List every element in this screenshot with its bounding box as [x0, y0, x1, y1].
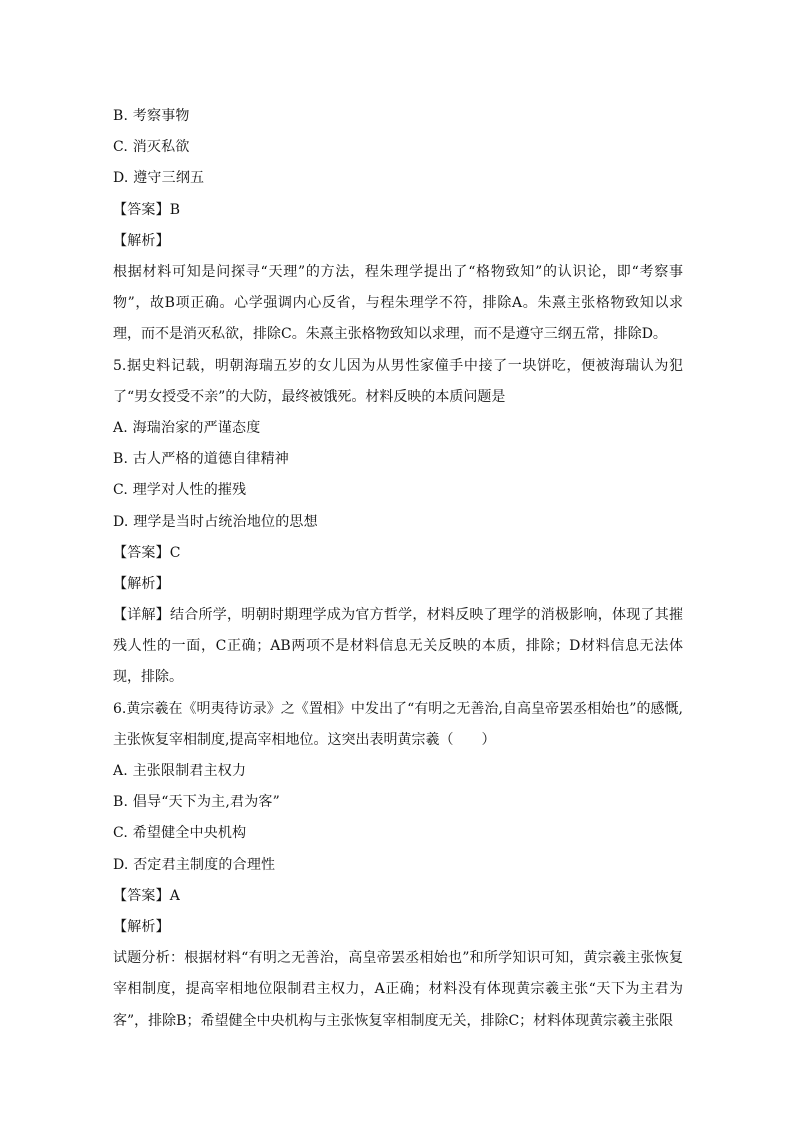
q5-analysis-text: 【详解】结合所学，明朝时期理学成为官方哲学，材料反映了理学的消极影响，体现了其摧残人性的一面，C正确；AB两项不是材料信息无关反映的本质，排除；D材料信息无法体现，排除。 [113, 607, 683, 686]
q5-option-d: D. 理学是当时占统治地位的思想 [113, 513, 318, 530]
q4-option-b: B. 考察事物 [113, 108, 190, 124]
q5-analysis-label: 【解析】 [113, 575, 170, 592]
q6-option-a: A. 主张限制君主权力 [113, 763, 247, 780]
q6-analysis-text: 试题分析：根据材料“有明之无善治，高皇帝罢丞相始也”和所学知识可知，黄宗羲主张恢复宰相制度，提高宰相地位限制君主权力，A正确；材料没有体现黄宗羲主张“天下为主君为客”，排除B；希望健全中央机构与主张恢复宰相制度无关，排除C；材料体现黄宗羲主张限 [113, 950, 683, 1029]
q6-stem: 6.黄宗羲在《明夷待访录》之《置相》中发出了“有明之无善治,自高皇帝罢丞相始也”的感慨,主张恢复宰相制度,提高宰相地位。这突出表明黄宗羲（ ） [113, 700, 683, 748]
q4-analysis-label: 【解析】 [113, 232, 170, 249]
q6-option-b: B. 倡导“天下为主,君为客” [113, 794, 280, 811]
q6-option-d: D. 否定君主制度的合理性 [113, 856, 276, 873]
q6-option-c: C. 希望健全中央机构 [113, 825, 247, 842]
q5-answer: 【答案】C [113, 544, 181, 561]
q6-analysis-label: 【解析】 [113, 919, 170, 936]
page-content [113, 101, 683, 1037]
q4-analysis-text: 根据材料可知是问探寻“天理”的方法，程朱理学提出了“格物致知”的认识论，即“考察事物”，故B项正确。心学强调内心反省，与程朱理学不符，排除A。朱熹主张格物致知以求理，而不是消灭私欲，排除C。朱熹主张格物致知以求理，而不是遵守三纲五常，排除D。 [113, 263, 683, 343]
q5-stem: 5.据史料记载，明朝海瑞五岁的女儿因为从男性家僮手中接了一块饼吃，便被海瑞认为犯了“男女授受不亲”的大防，最终被饿死。材料反映的本质问题是 [113, 357, 683, 405]
q4-option-d: D. 遵守三纲五 [113, 170, 205, 187]
q6-answer: 【答案】A [113, 887, 181, 904]
q4-option-c: C. 消灭私欲 [113, 139, 190, 156]
q5-option-a: A. 海瑞治家的严谨态度 [113, 419, 261, 436]
q5-option-c: C. 理学对人性的摧残 [113, 482, 247, 499]
q5-option-b: B. 古人严格的道德自律精神 [113, 451, 289, 468]
q4-answer: 【答案】B [113, 201, 181, 218]
